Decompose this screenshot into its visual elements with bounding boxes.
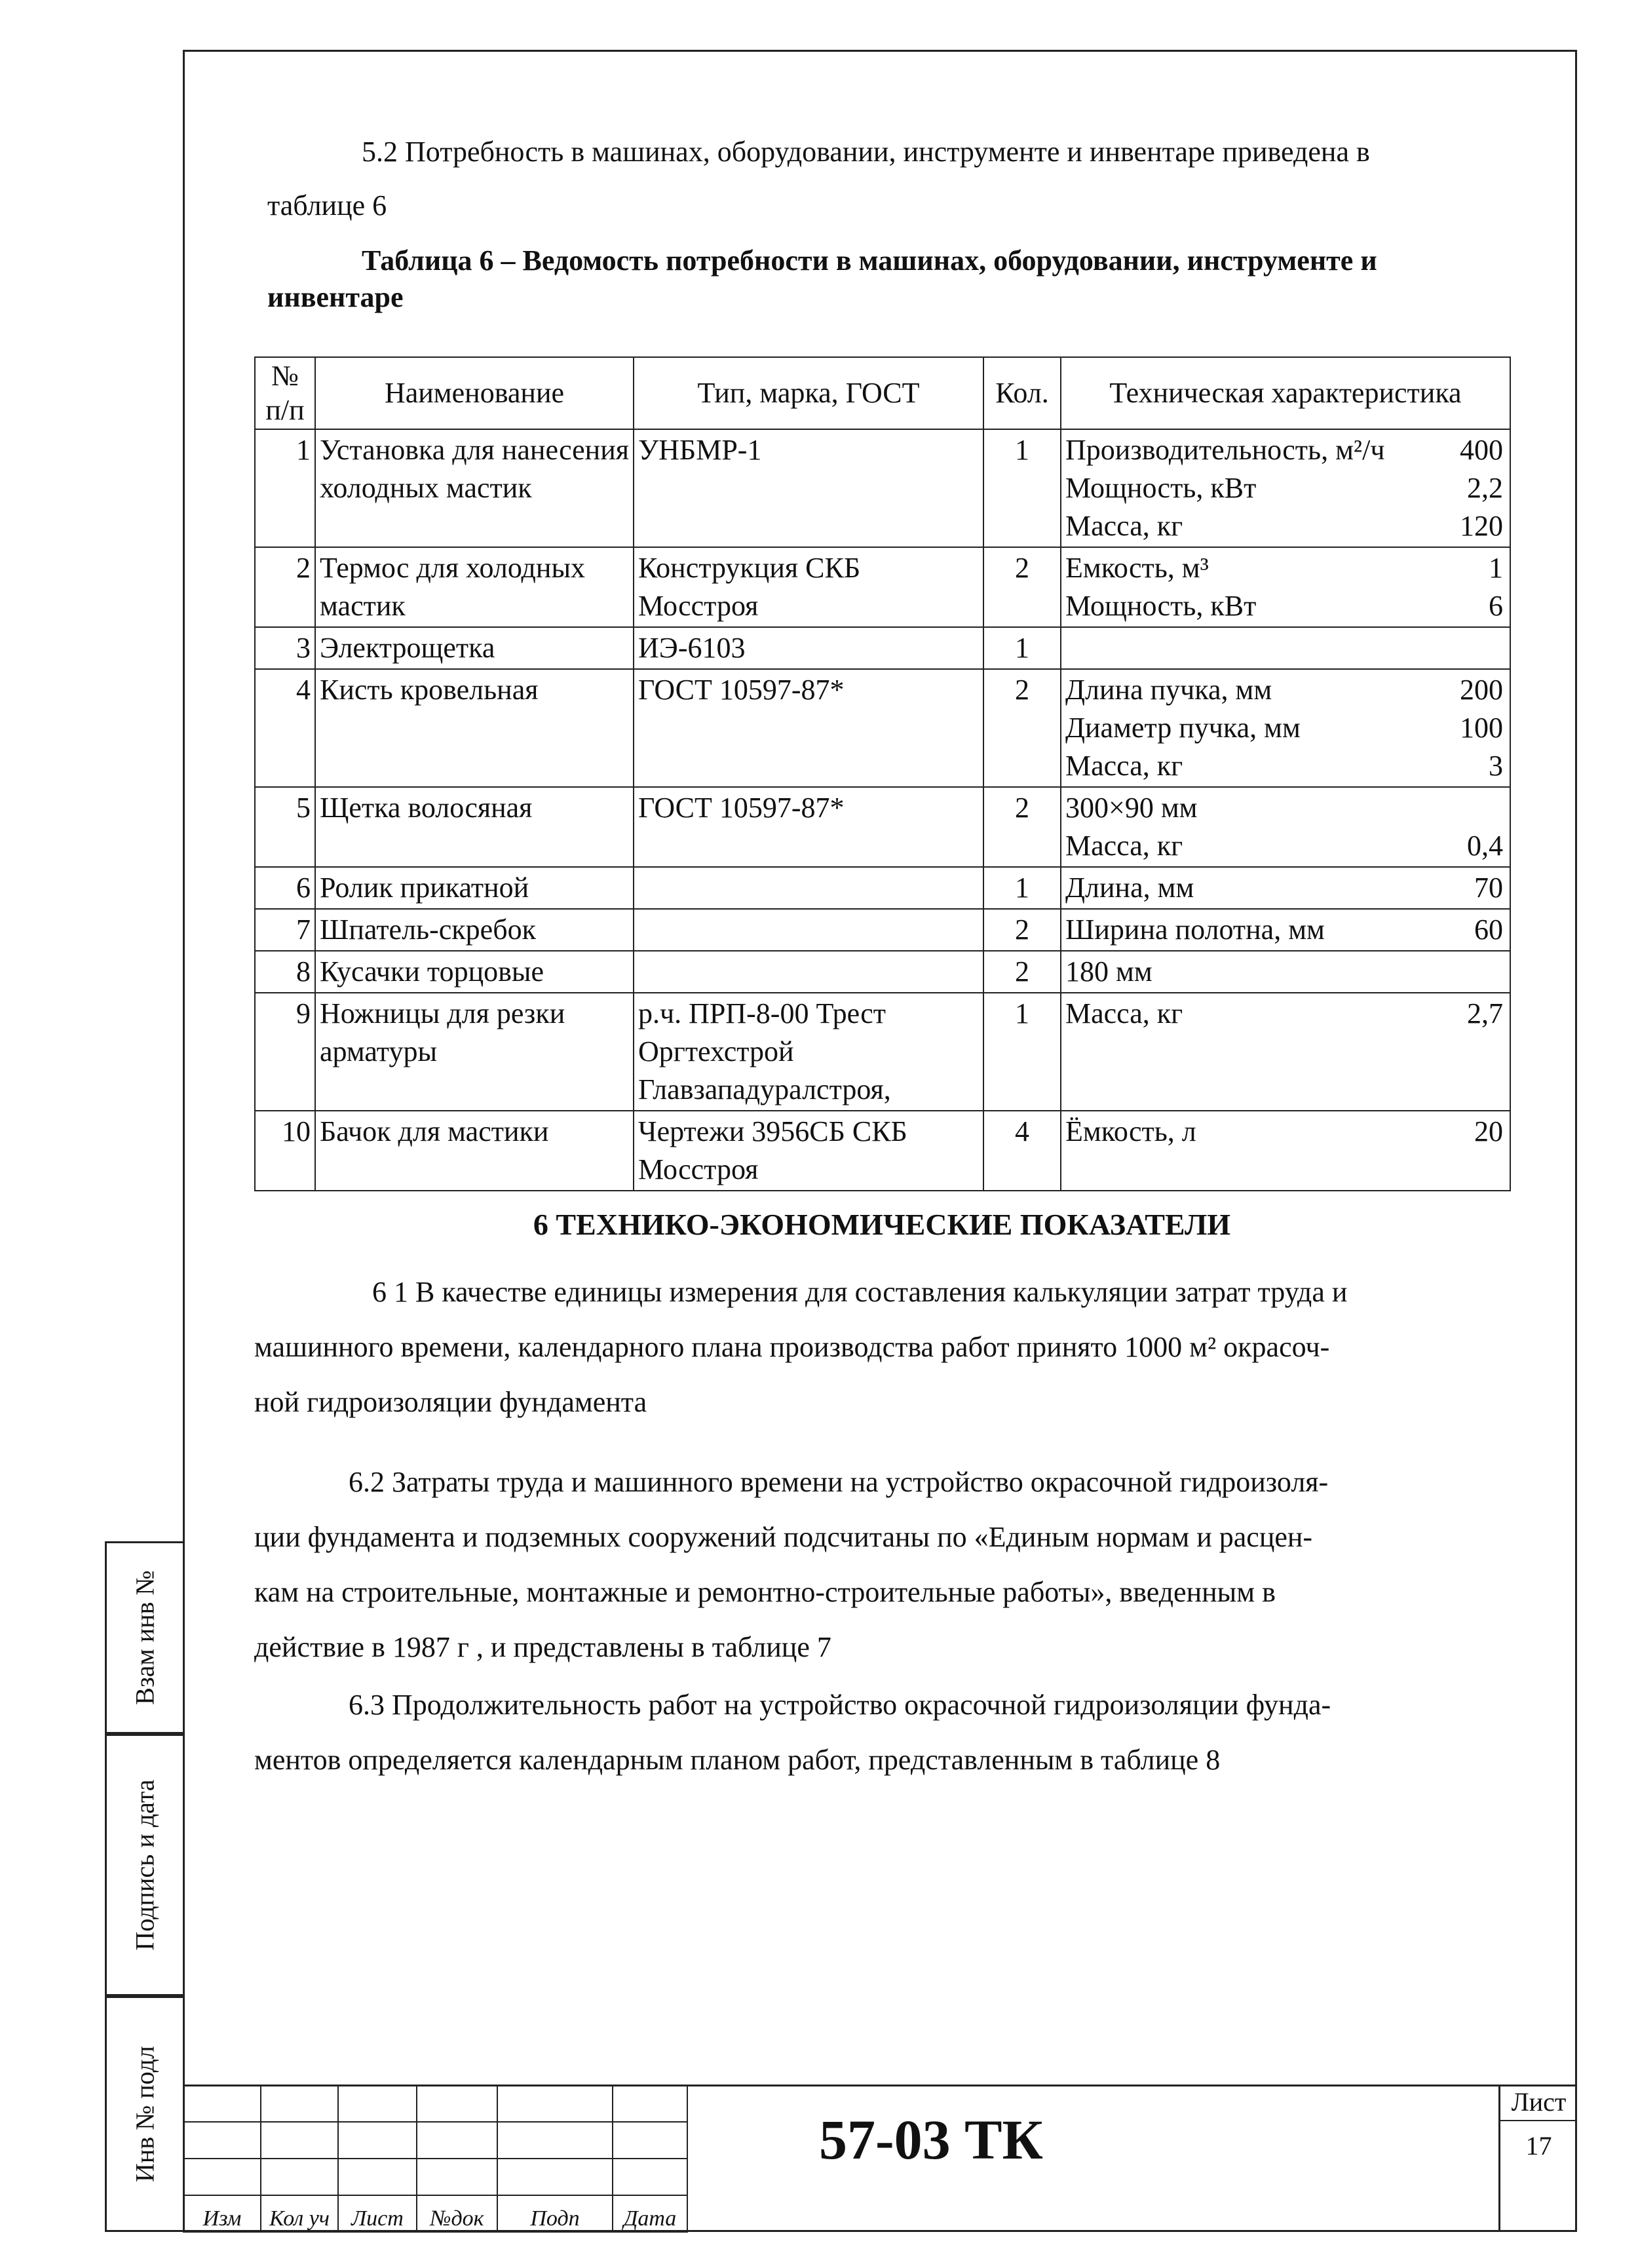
row-name: Бачок для мастики [315, 1111, 634, 1191]
row-qty: 2 [983, 951, 1061, 993]
row-spec [1061, 1111, 1510, 1191]
row-spec [1061, 867, 1510, 909]
row-type: Чертежи 3956СБ СКБ Мосстроя [634, 1111, 983, 1191]
spec-line [1065, 827, 1506, 865]
side-stamp-podpis-label: Подпись и дата [130, 1779, 160, 1951]
row-spec [1061, 627, 1510, 669]
sheet-box [1498, 2085, 1577, 2232]
table-row [255, 547, 1510, 627]
row-name: Термос для холодных мастик [315, 547, 634, 627]
side-stamp-inv-label: Инв № подл [130, 2046, 160, 2182]
col-list: Лист [338, 2195, 417, 2232]
spec-key: Ёмкость, л [1065, 1115, 1196, 1147]
p1-line-3: ной гидроизоляции фундамента [254, 1386, 647, 1418]
spec-key: Производительность, м²/ч [1065, 434, 1385, 466]
row-spec [1061, 993, 1510, 1111]
row-qty: 1 [983, 867, 1061, 909]
row-type: Конструкция СКБ Мосстроя [634, 547, 983, 627]
spec-key: 180 мм [1065, 955, 1152, 988]
spec-value: 100 [1460, 712, 1503, 744]
p1-line-2: машинного времени, календарного плана производства работ принято 1000 м² окрасоч- [254, 1331, 1330, 1363]
spec-value: 1 [1489, 552, 1503, 584]
section-paragraph-2 [254, 1455, 1512, 1675]
row-num: 3 [255, 627, 315, 669]
row-name: Шпатель-скребок [315, 909, 634, 951]
spec-key: Емкость, м³ [1065, 552, 1209, 584]
row-spec [1061, 787, 1510, 867]
table-body [255, 429, 1510, 1191]
spec-value: 6 [1489, 590, 1503, 622]
row-num: 2 [255, 547, 315, 627]
p3-line-2: ментов определяется календарным планом работ, представленным в таблице 8 [254, 1744, 1221, 1776]
row-qty: 1 [983, 627, 1061, 669]
row-name: Кусачки торцовые [315, 951, 634, 993]
row-num: 5 [255, 787, 315, 867]
row-name: Кисть кровельная [315, 669, 634, 787]
intro-line-1: 5.2 Потребность в машинах, оборудовании, инструменте и инвентаре приведена в [362, 136, 1370, 168]
side-stamp-vzam-label: Взам инв № [130, 1570, 160, 1705]
spec-key: 300×90 мм [1065, 792, 1198, 824]
row-num: 9 [255, 993, 315, 1111]
spec-line [1065, 995, 1506, 1033]
row-spec [1061, 951, 1510, 993]
row-qty: 2 [983, 787, 1061, 867]
side-stamp-podpis [105, 1734, 183, 1996]
revision-labels-row [183, 2195, 687, 2232]
table-row [255, 627, 1510, 669]
side-stamp-inv [105, 1996, 183, 2232]
p1-line-1: 6 1 В качестве единицы измерения для составления калькуляции затрат труда и [372, 1276, 1348, 1308]
spec-value: 120 [1460, 510, 1503, 542]
row-type [634, 951, 983, 993]
spec-key: Диаметр пучка, мм [1065, 712, 1301, 744]
spec-line [1065, 1113, 1506, 1151]
row-spec [1061, 547, 1510, 627]
row-name: Ролик прикатной [315, 867, 634, 909]
table-row [255, 429, 1510, 547]
spec-key: Ширина полотна, мм [1065, 913, 1325, 946]
p3-line-1: 6.3 Продолжительность работ на устройство окрасочной гидроизоляции фунда- [349, 1689, 1331, 1721]
row-name: Электрощетка [315, 627, 634, 669]
table-caption-line-1: Таблица 6 – Ведомость потребности в машинах, оборудовании, инструменте и [362, 244, 1377, 277]
row-name: Щетка волосяная [315, 787, 634, 867]
row-qty: 2 [983, 909, 1061, 951]
row-name: Ножницы для резки арматуры [315, 993, 634, 1111]
row-num: 8 [255, 951, 315, 993]
spec-key: Длина, мм [1065, 872, 1194, 904]
spec-value: 0,4 [1467, 830, 1503, 862]
table-row [255, 1111, 1510, 1191]
equipment-table [254, 356, 1511, 1191]
spec-line [1065, 789, 1506, 827]
table-row [255, 909, 1510, 951]
spec-line [1065, 549, 1506, 587]
spec-value: 70 [1474, 872, 1503, 904]
spec-line [1065, 911, 1506, 949]
spec-key: Мощность, кВт [1065, 590, 1257, 622]
row-type: ГОСТ 10597-87* [634, 669, 983, 787]
spec-key: Масса, кг [1065, 510, 1183, 542]
sheet-number: 17 [1525, 2131, 1552, 2161]
side-stamp-vzam [105, 1541, 183, 1734]
spec-value: 3 [1489, 750, 1503, 782]
table-row [255, 787, 1510, 867]
section-paragraph-1 [254, 1265, 1512, 1430]
col-izm: Изм [183, 2195, 261, 2232]
header-name: Наименование [315, 357, 634, 429]
spec-value [1503, 953, 1506, 991]
spec-line [1065, 953, 1506, 991]
spec-line [1065, 747, 1506, 785]
table-row [255, 993, 1510, 1111]
spec-value: 2,2 [1467, 472, 1503, 504]
spec-line [1065, 507, 1506, 545]
table-caption-line-2: инвентаре [267, 281, 404, 313]
row-qty: 2 [983, 547, 1061, 627]
table-header-row [255, 357, 1510, 429]
row-type [634, 909, 983, 951]
col-kol-uch: Кол уч [261, 2195, 338, 2232]
row-type: р.ч. ПРП-8-00 Трест Оргтехстрой Главзападуралстроя, [634, 993, 983, 1111]
col-podp: Подп [497, 2195, 613, 2232]
spec-key: Мощность, кВт [1065, 472, 1257, 504]
row-spec [1061, 429, 1510, 547]
spec-line [1065, 709, 1506, 747]
row-qty: 1 [983, 993, 1061, 1111]
spec-key: Масса, кг [1065, 830, 1183, 862]
spec-value: 400 [1460, 434, 1503, 466]
header-type: Тип, марка, ГОСТ [634, 357, 983, 429]
row-type: УНБМР-1 [634, 429, 983, 547]
spec-key: Масса, кг [1065, 997, 1183, 1029]
row-num: 1 [255, 429, 315, 547]
row-name: Установка для нанесения холодных мастик [315, 429, 634, 547]
row-spec [1061, 909, 1510, 951]
col-ndok: №док [417, 2195, 497, 2232]
header-qty: Кол. [983, 357, 1061, 429]
p2-line-2: ции фундамента и подземных сооружений подсчитаны по «Единым нормам и расцен- [254, 1521, 1313, 1553]
table-row [255, 867, 1510, 909]
intro-line-2: таблице 6 [267, 189, 387, 221]
spec-line [1065, 671, 1506, 709]
row-num: 10 [255, 1111, 315, 1191]
table-row [255, 669, 1510, 787]
table-row [255, 951, 1510, 993]
row-qty: 1 [983, 429, 1061, 547]
p2-line-4: действие в 1987 г , и представлены в таблице 7 [254, 1631, 831, 1663]
document-code: 57-03 ТК [819, 2108, 1043, 2171]
spec-value: 200 [1460, 674, 1503, 706]
section-paragraph-3 [254, 1678, 1512, 1788]
col-data: Дата [613, 2195, 687, 2232]
p2-line-1: 6.2 Затраты труда и машинного времени на устройство окрасочной гидроизоля- [349, 1466, 1329, 1498]
spec-value: 60 [1474, 913, 1503, 946]
row-type: ИЭ-6103 [634, 627, 983, 669]
sheet-label: Лист [1500, 2085, 1577, 2121]
header-num: № п/п [255, 357, 315, 429]
row-num: 6 [255, 867, 315, 909]
spec-value: 2,7 [1467, 997, 1503, 1029]
spec-line [1065, 869, 1506, 907]
header-spec: Техническая характеристика [1061, 357, 1510, 429]
spec-key: Длина пучка, мм [1065, 674, 1272, 706]
spec-value: 20 [1474, 1115, 1503, 1147]
row-num: 7 [255, 909, 315, 951]
spec-line [1065, 587, 1506, 625]
spec-line [1065, 469, 1506, 507]
row-num: 4 [255, 669, 315, 787]
row-spec [1061, 669, 1510, 787]
revision-grid [183, 2085, 688, 2233]
spec-key: Масса, кг [1065, 750, 1183, 782]
table-caption [267, 242, 1512, 316]
row-type [634, 867, 983, 909]
row-qty: 4 [983, 1111, 1061, 1191]
p2-line-3: кам на строительные, монтажные и ремонтно-строительные работы», введенным в [254, 1576, 1276, 1608]
row-qty: 2 [983, 669, 1061, 787]
spec-value [1503, 789, 1506, 827]
section-heading: 6 ТЕХНИКО-ЭКОНОМИЧЕСКИЕ ПОКАЗАТЕЛИ [533, 1208, 1231, 1241]
row-type: ГОСТ 10597-87* [634, 787, 983, 867]
spec-line [1065, 431, 1506, 469]
